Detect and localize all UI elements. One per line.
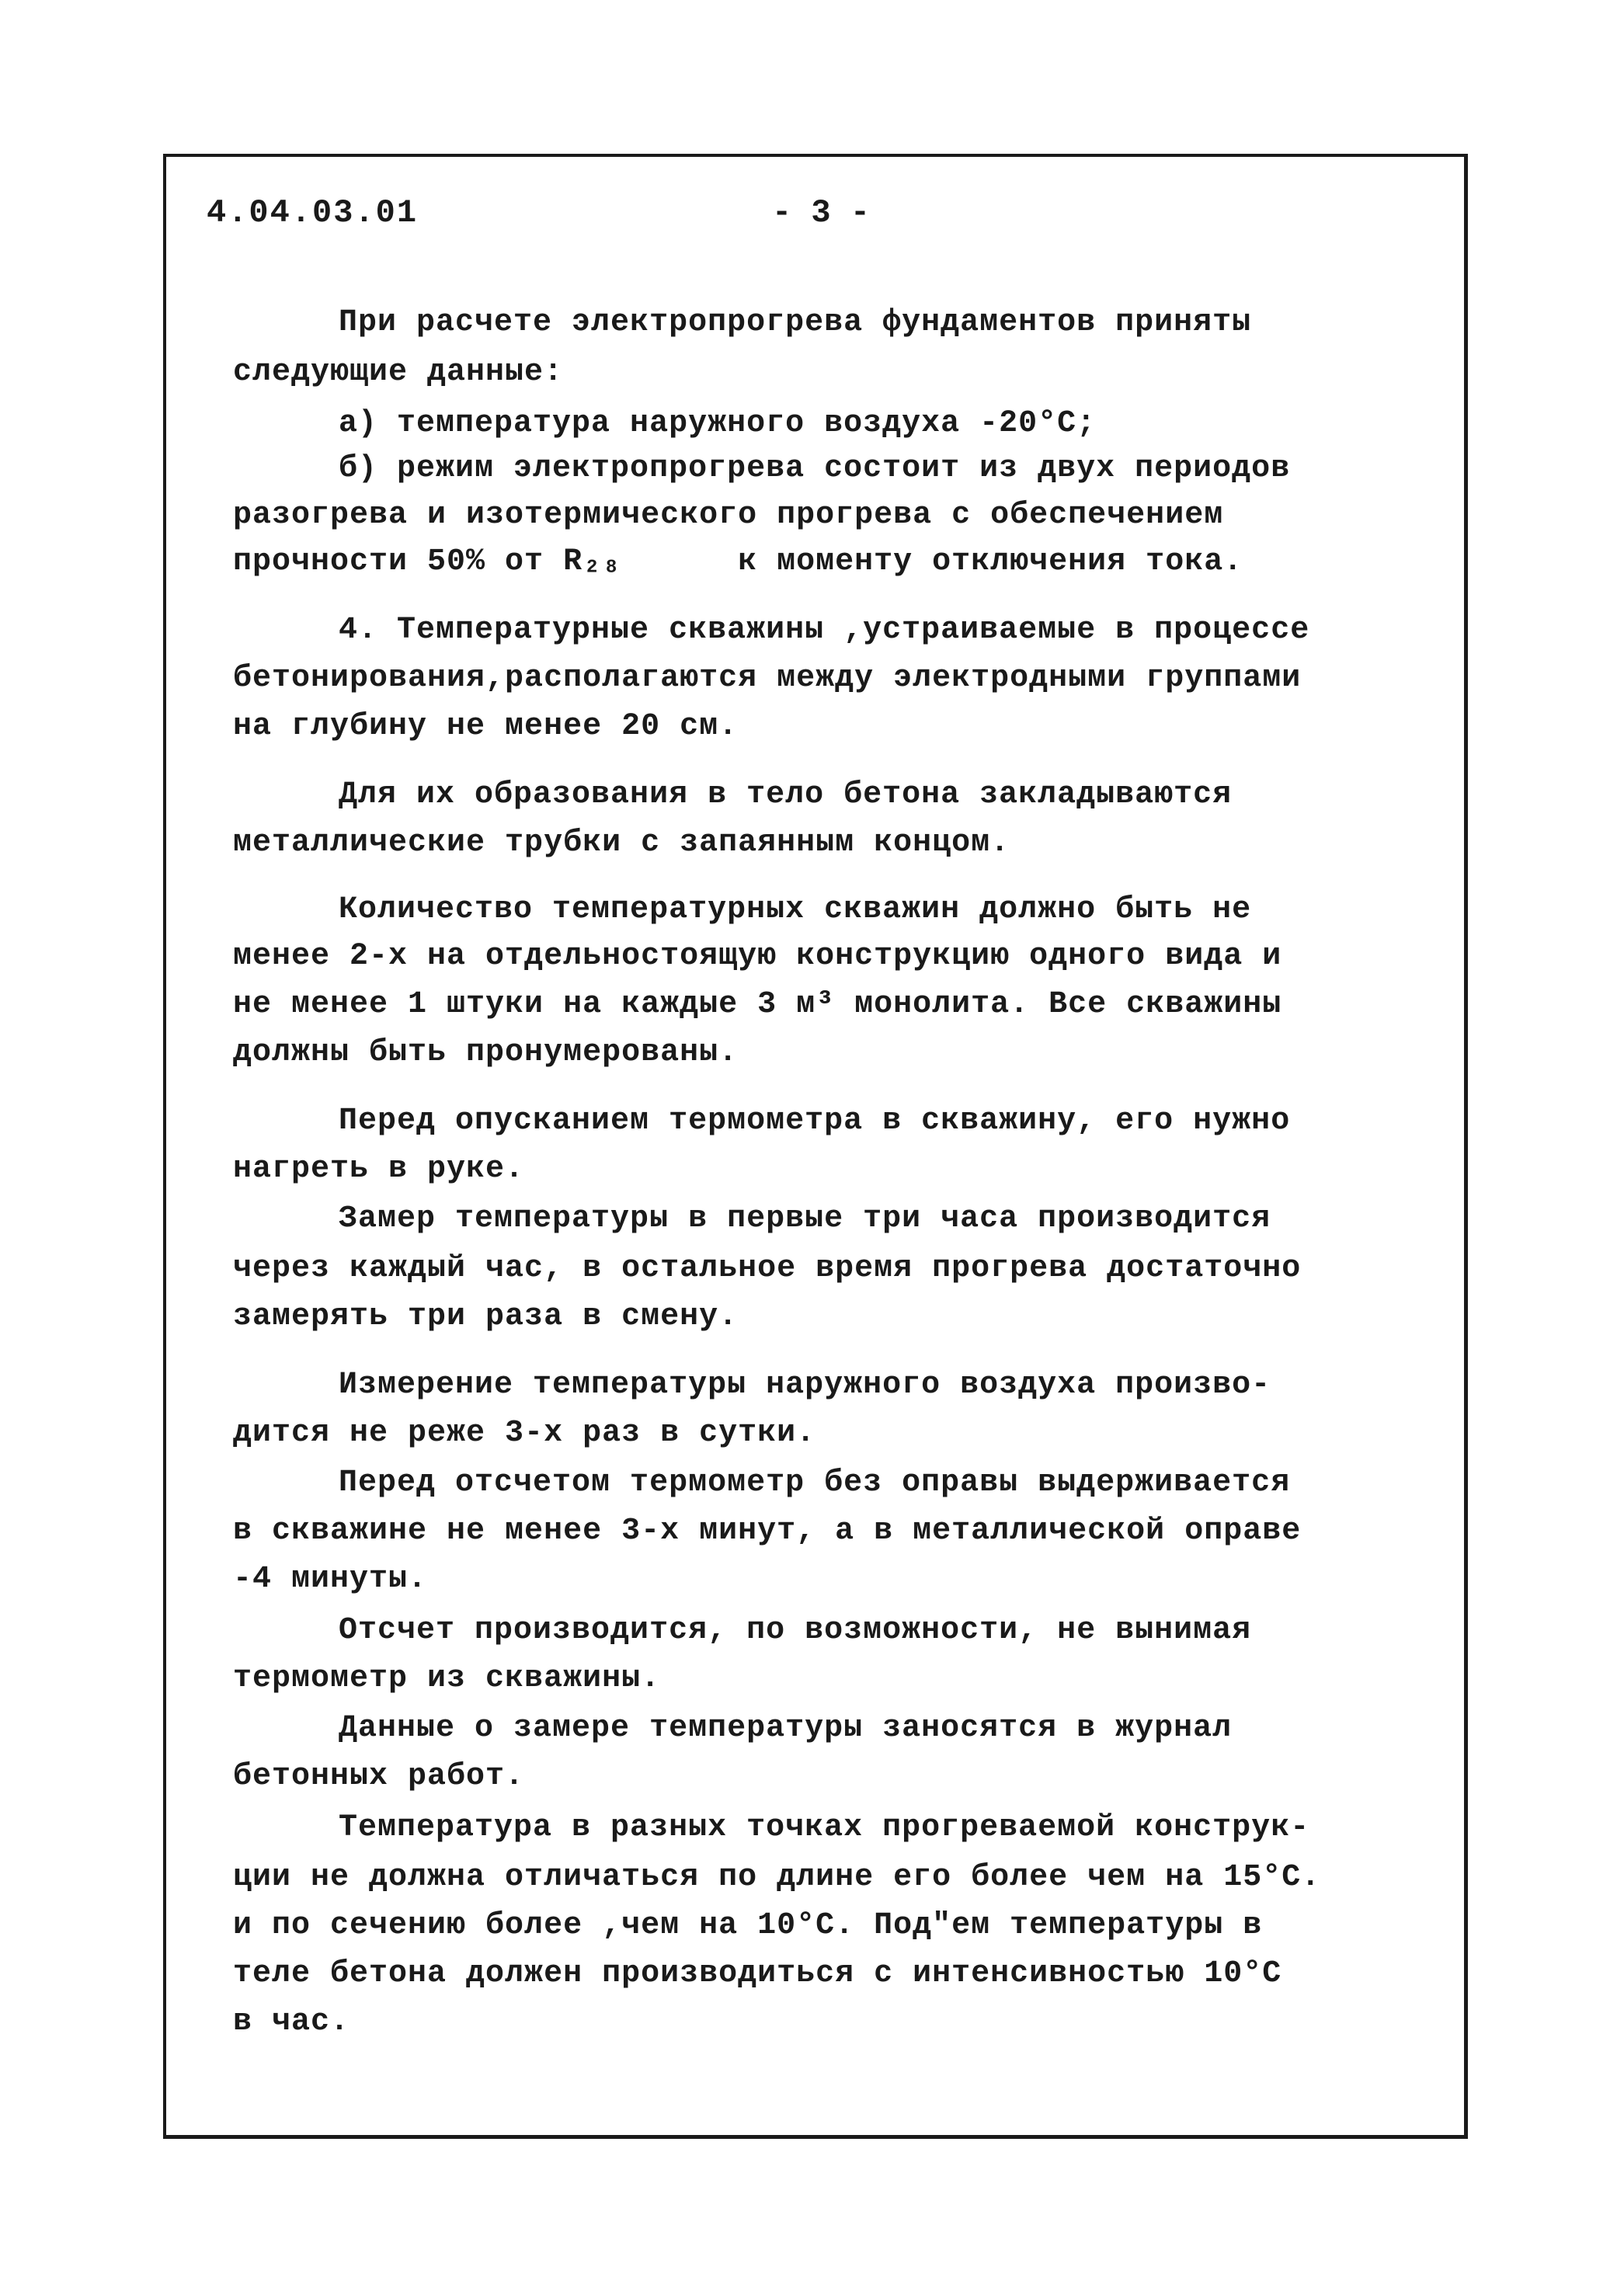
text-line: не менее 1 штуки на каждые 3 м³ монолита. Все скважины [233,987,1282,1022]
text-line: бетонных работ. [233,1759,525,1794]
text-line: ции не должна отличаться по длине его более чем на 15°С. [233,1860,1321,1895]
page-number: - 3 - [772,194,871,231]
text-line: Количество температурных скважин должно быть не [339,892,1252,927]
text-line: следующие данные: [233,355,564,390]
text-line: Отсчет производится, по возможности, не вынимая [339,1613,1252,1648]
text-line: в скважине не менее 3-х минут, а в металлической оправе [233,1514,1302,1549]
text-line: дится не реже 3-х раз в сутки. [233,1416,816,1451]
document-code: 4.04.03.01 [207,194,419,231]
text-line: 4. Температурные скважины ,устраиваемые в процессе [339,613,1310,648]
text-line: Данные о замере температуры заносятся в журнал [339,1711,1233,1746]
text-line: нагреть в руке. [233,1152,525,1187]
text-line: Замер температуры в первые три часа производится [339,1201,1271,1236]
text-line: Измерение температуры наружного воздуха произво- [339,1368,1271,1403]
text-line: При расчете электропрогрева фундаментов приняты [339,305,1252,340]
text-line: Перед опусканием термометра в скважину, его нужно [339,1104,1291,1139]
text-line: Для их образования в тело бетона закладываются [339,777,1233,812]
text-line: термометр из скважины. [233,1661,661,1696]
text-line: менее 2-х на отдельностоящую конструкцию одного вида и [233,939,1282,974]
text-line: должны быть пронумерованы. [233,1035,739,1070]
text-line: Температура в разных точках прогреваемой конструк- [339,1810,1310,1845]
text-line: в час. [233,2005,350,2039]
text-line: и по сечению более ,чем на 10°С. Под"ем температуры в [233,1908,1263,1943]
text-line: замерять три раза в смену. [233,1299,739,1334]
text-line: через каждый час, в остальное время прогрева достаточно [233,1251,1302,1286]
text-line: прочности 50% от R₂₈ к моменту отключения тока. [233,544,1243,579]
text-line: разогрева и изотермического прогрева с обеспечением [233,498,1224,533]
text-line: бетонирования,располагаются между электродными группами [233,661,1302,696]
text-line: а) температура наружного воздуха -20°С; [339,406,1097,441]
text-line: -4 минуты. [233,1562,428,1597]
text-line: Перед отсчетом термометр без оправы выдерживается [339,1466,1291,1500]
text-line: на глубину не менее 20 см. [233,709,739,744]
text-line: металлические трубки с запаянным концом. [233,826,1010,861]
text-line: теле бетона должен производиться с интенсивностью 10°С [233,1956,1282,1991]
text-line: б) режим электропрогрева состоит из двух периодов [339,451,1291,486]
